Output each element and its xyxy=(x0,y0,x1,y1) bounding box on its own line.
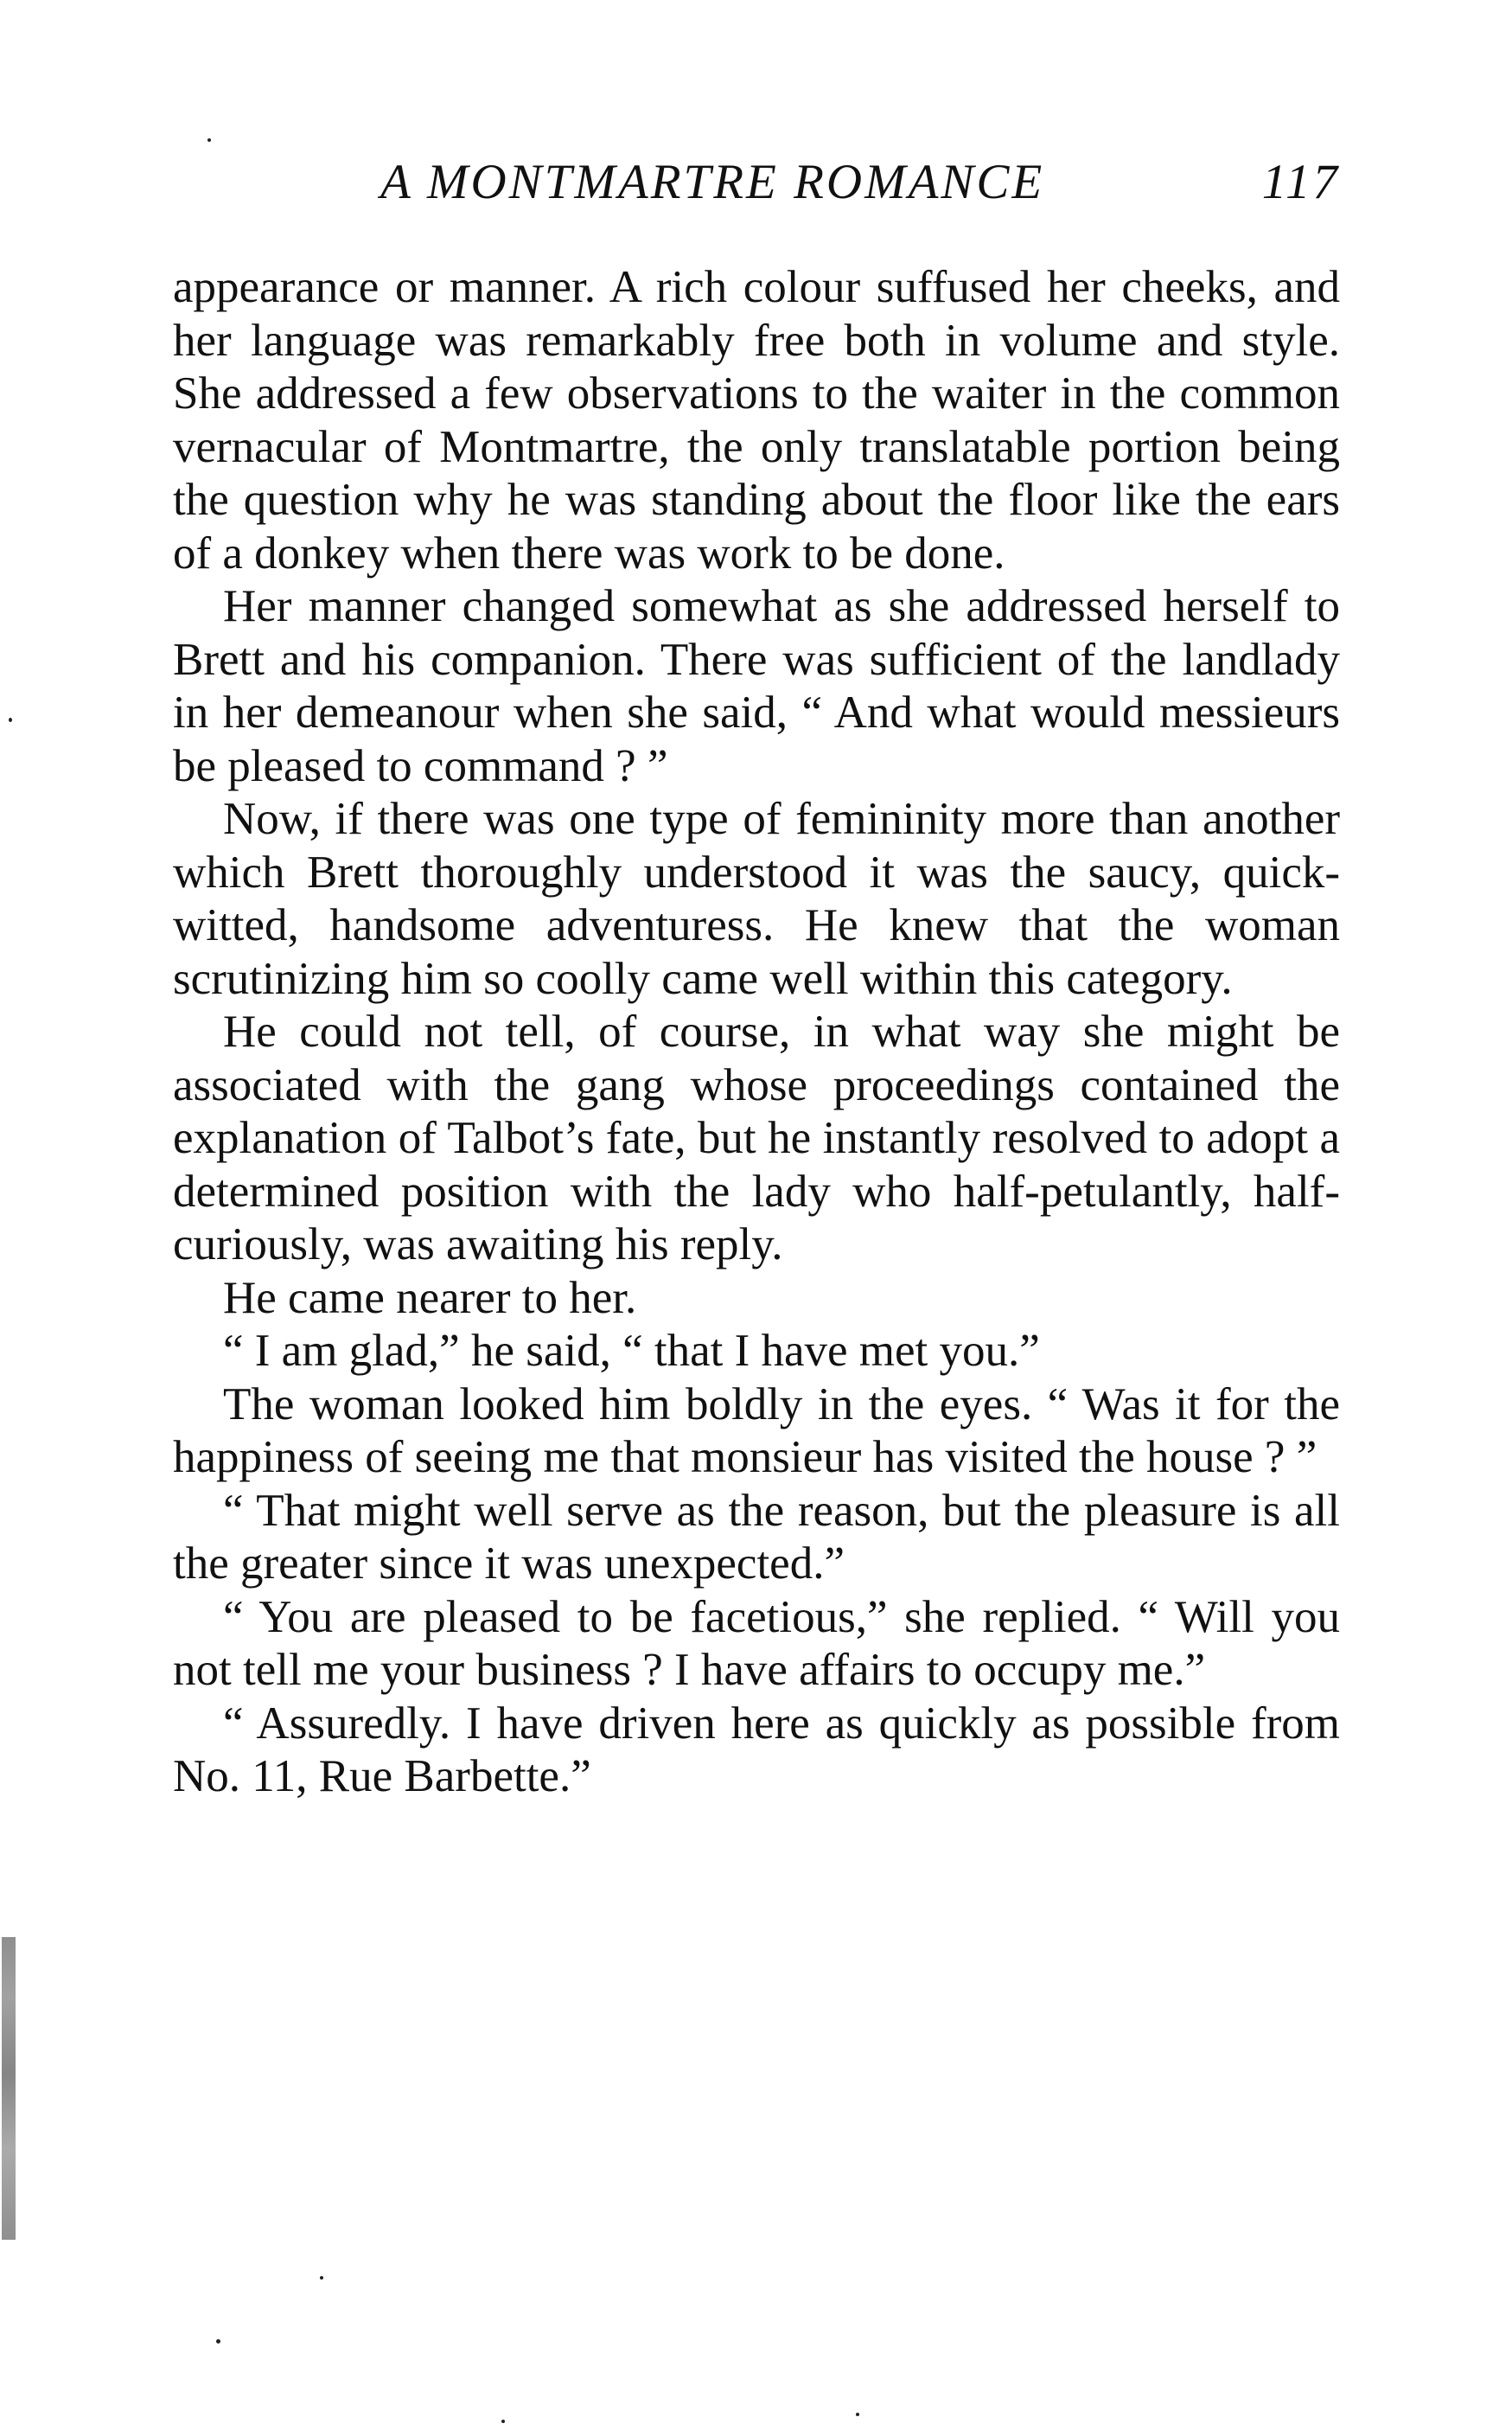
body-text xyxy=(173,261,1340,1804)
scan-speck xyxy=(320,2276,323,2280)
scan-speck xyxy=(216,2339,220,2344)
paragraph-9: “ You are pleased to be facetious,” she replied. “ Will you not tell me your business ? I have affairs to occupy me.” xyxy=(173,1591,1340,1695)
paragraph-6: “ I am glad,” he said, “ that I have met you.” xyxy=(223,1326,1040,1376)
paragraph-3: Now, if there was one type of femininity more than another which Brett thoroughly understood it was the saucy, quick-witted, handsome adventuress. He knew that the woman scrutinizing him so coolly came well within this category. xyxy=(173,794,1340,1004)
paragraph-4: He could not tell, of course, in what way she might be associated with the gang whose proceedings contained the explanation of Talbot’s fate, but he instantly resolved to adopt a determined position with the lady who half-petulantly, half-curiously, was awaiting his reply. xyxy=(173,1007,1340,1269)
paragraph-10: “ Assuredly. I have driven here as quickly as possible from No. 11, Rue Barbette.” xyxy=(173,1698,1340,1801)
scan-edge-mark xyxy=(2,1937,16,2240)
scan-speck xyxy=(856,2413,859,2416)
paragraph-7: The woman looked him boldly in the eyes. “ Was it for the happiness of seeing me that monsieur has visited the house ? ” xyxy=(173,1378,1340,1482)
scan-speck xyxy=(207,138,211,142)
running-title: A MONTMARTRE ROMANCE xyxy=(380,155,1045,209)
scan-speck xyxy=(9,718,12,722)
scan-speck xyxy=(501,2420,505,2423)
paragraph-2: Her manner changed somewhat as she addressed herself to Brett and his companion. There was sufficient of the landlady in her demeanour when she said, “ And what would messieurs be pleased to command ? ” xyxy=(173,581,1340,791)
paragraph-5: He came nearer to her. xyxy=(223,1272,637,1323)
page-number: 117 xyxy=(1261,155,1340,209)
running-head xyxy=(363,154,1340,223)
paragraph-8: “ That might well serve as the reason, but the pleasure is all the greater since it was unexpected.” xyxy=(173,1485,1340,1589)
paragraph-1: appearance or manner. A rich colour suffused her cheeks, and her language was remarkably free both in volume and style. She addressed a few observations to the waiter in the common vernacular of Montmartre, the only translatable portion being the question why he was standing about the floor like the ears of a donkey when there was work to be done. xyxy=(173,262,1340,579)
